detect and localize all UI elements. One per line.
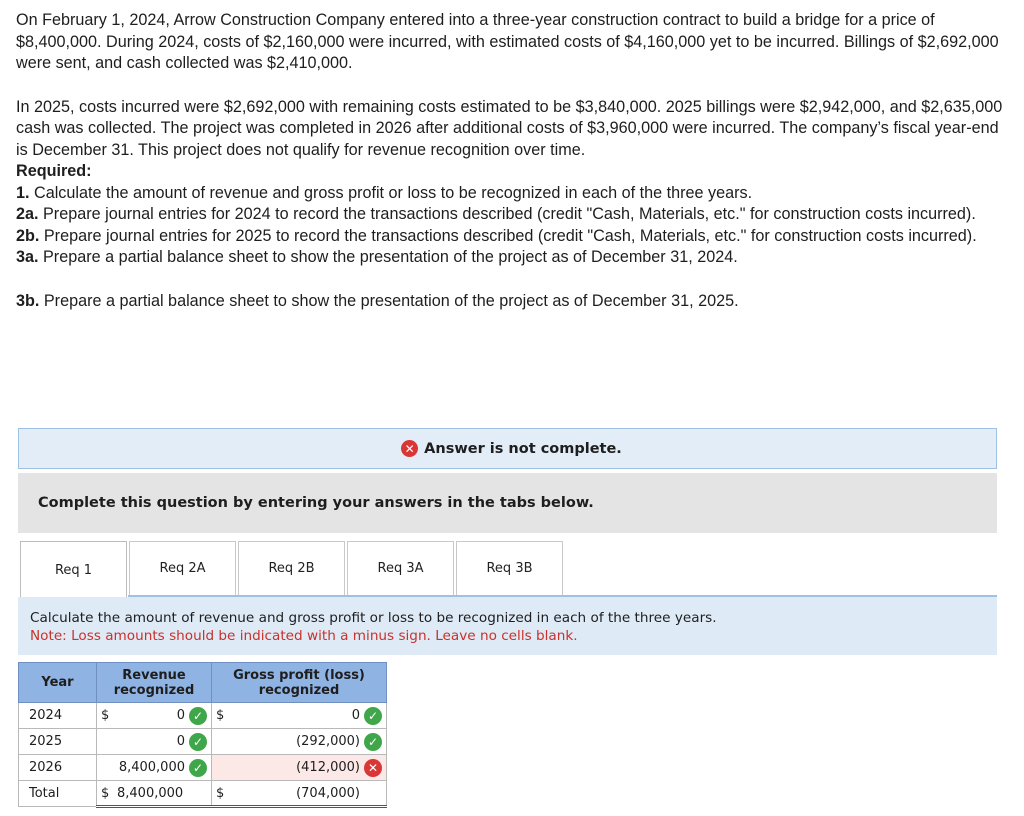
check-icon: ✓ bbox=[189, 707, 207, 725]
table-row bbox=[19, 703, 387, 729]
total-gross-profit-value: (704,000) bbox=[296, 785, 360, 801]
year-cell: 2026 bbox=[19, 755, 97, 781]
answer-status-text: Answer is not complete. bbox=[424, 440, 622, 457]
revenue-input[interactable] bbox=[97, 755, 212, 781]
complete-instructions-bar bbox=[18, 473, 997, 533]
total-row bbox=[19, 781, 387, 807]
requirement-2b: 2b. Prepare journal entries for 2025 to record the transactions described (credit "Cash, Materials, etc." for construction costs incurred). bbox=[16, 226, 977, 245]
dollar-sign: $ bbox=[101, 785, 110, 801]
gross-profit-input[interactable] bbox=[212, 729, 387, 755]
revenue-value: 8,400,000 bbox=[118, 760, 185, 775]
requirement-2a: 2a. Prepare journal entries for 2024 to record the transactions described (credit "Cash, Materials, etc." for construction costs incurred). bbox=[16, 205, 976, 223]
revenue-value: 0 bbox=[176, 734, 185, 749]
requirement-1: 1. Calculate the amount of revenue and gross profit or loss to be recognized in each of the three years. bbox=[16, 183, 753, 202]
revenue-value: 0 bbox=[176, 708, 185, 723]
dollar-sign: $ bbox=[216, 708, 225, 723]
total-label: Total bbox=[19, 781, 97, 807]
instructions-main: Calculate the amount of revenue and gross profit or loss to be recognized in each of the three years. bbox=[30, 610, 717, 626]
total-gross-profit bbox=[212, 781, 387, 807]
check-icon: ✓ bbox=[189, 759, 207, 777]
year-cell: 2025 bbox=[19, 729, 97, 755]
x-circle-icon: ✕ bbox=[364, 759, 382, 777]
requirement-3b: 3b. Prepare a partial balance sheet to show the presentation of the project as of December 31, 2025. bbox=[16, 291, 739, 310]
table-row bbox=[19, 755, 387, 781]
total-revenue bbox=[97, 781, 212, 807]
dollar-sign: $ bbox=[216, 785, 225, 801]
table-row bbox=[19, 729, 387, 755]
year-cell: 2024 bbox=[19, 703, 97, 729]
gross-profit-input[interactable] bbox=[212, 703, 387, 729]
tab-req-2a[interactable]: Req 2A bbox=[129, 541, 236, 596]
check-icon: ✓ bbox=[364, 733, 382, 751]
tab-instructions bbox=[18, 597, 997, 655]
header-revenue: Revenue recognized bbox=[97, 663, 212, 703]
answer-table bbox=[18, 662, 387, 808]
instructions-note: Note: Loss amounts should be indicated with a minus sign. Leave no cells blank. bbox=[30, 628, 578, 644]
total-revenue-value: 8,400,000 bbox=[117, 785, 184, 801]
gross-profit-input[interactable] bbox=[212, 755, 387, 781]
tab-req-1[interactable]: Req 1 bbox=[20, 541, 127, 598]
complete-instructions-text: Complete this question by entering your answers in the tabs below. bbox=[38, 495, 594, 511]
check-icon: ✓ bbox=[364, 707, 382, 725]
gross-profit-value: 0 bbox=[351, 708, 360, 723]
gross-profit-value: (292,000) bbox=[296, 734, 360, 749]
problem-paragraph-2: In 2025, costs incurred were $2,692,000 with remaining costs estimated to be $3,840,000. 2025 billings were $2,942,000, and $2,635,000 cash was collected. The project was completed in 2026 after additional costs of $3,960,000 were incurred. The company’s fiscal year-end is December 31. This project does not qualify for revenue recognition over time. bbox=[16, 97, 1003, 159]
problem-statement bbox=[16, 10, 1006, 312]
required-heading: Required: bbox=[16, 162, 92, 180]
requirement-tabs bbox=[20, 541, 565, 597]
revenue-input[interactable] bbox=[97, 729, 212, 755]
dollar-sign: $ bbox=[101, 708, 110, 723]
tab-req-3b[interactable]: Req 3B bbox=[456, 541, 563, 596]
check-icon: ✓ bbox=[189, 733, 207, 751]
x-circle-icon: ✕ bbox=[401, 440, 418, 457]
revenue-input[interactable] bbox=[97, 703, 212, 729]
tab-req-2b[interactable]: Req 2B bbox=[238, 541, 345, 596]
problem-paragraph-1: On February 1, 2024, Arrow Construction Company entered into a three-year construction contract to build a bridge for a price of $8,400,000. During 2024, costs of $2,160,000 were incurred, with estimated costs of $4,160,000 yet to be incurred. Billings of $2,692,000 were sent, and cash collected was $2,410,000. bbox=[16, 11, 999, 72]
gross-profit-value: (412,000) bbox=[296, 760, 360, 775]
header-gross-profit: Gross profit (loss) recognized bbox=[212, 663, 387, 703]
requirement-3a: 3a. Prepare a partial balance sheet to show the presentation of the project as of December 31, 2024. bbox=[16, 248, 738, 266]
header-year: Year bbox=[19, 663, 97, 703]
answer-status-banner bbox=[18, 428, 997, 469]
tab-req-3a[interactable]: Req 3A bbox=[347, 541, 454, 596]
